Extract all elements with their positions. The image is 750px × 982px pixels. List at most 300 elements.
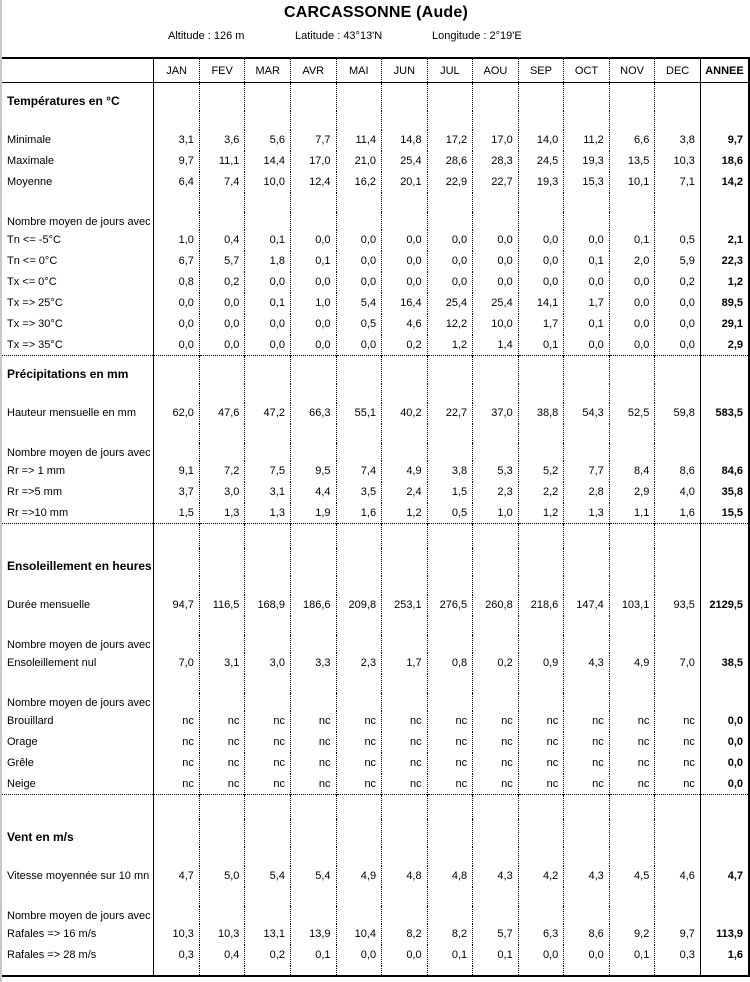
cell-dec: 8,6 xyxy=(655,461,701,482)
cell-annee: 2,9 xyxy=(727,338,743,351)
cell-jun: 1,7 xyxy=(382,653,428,674)
cell-jun xyxy=(382,674,428,693)
cell-jun xyxy=(382,616,428,635)
cell-jul xyxy=(427,83,473,111)
row-label-empty xyxy=(2,795,154,819)
cell-jan: 10,3 xyxy=(154,924,200,945)
cell-annee xyxy=(700,356,749,384)
row-label: Tx => 35°C xyxy=(2,335,154,356)
cell-jan xyxy=(154,616,200,635)
cell-fev xyxy=(199,616,245,635)
cell-mar xyxy=(245,966,291,976)
cell-dec: 7,0 xyxy=(655,653,701,674)
cell-fev xyxy=(199,83,245,111)
cell-jan: 62,0 xyxy=(154,403,200,424)
row-label: Moyenne xyxy=(2,172,154,193)
cell-jun: 40,2 xyxy=(382,403,428,424)
cell-aou: 0,0 xyxy=(473,251,519,272)
cell-mar: 13,1 xyxy=(245,924,291,945)
cell-nov: 0,0 xyxy=(609,335,655,356)
cell-sep xyxy=(518,906,564,924)
cell-jan xyxy=(154,693,200,711)
row-label: Rr =>10 mm xyxy=(2,503,154,524)
cell-jun: 16,4 xyxy=(382,293,428,314)
cell-jul: nc xyxy=(427,753,473,774)
cell-dec xyxy=(655,795,701,819)
cell-dec: 0,0 xyxy=(655,314,701,335)
cell-mar xyxy=(245,83,291,111)
cell-oct xyxy=(564,212,610,230)
cell-aou: 0,2 xyxy=(473,653,519,674)
cell-jul: nc xyxy=(427,711,473,732)
cell-jul: 0,8 xyxy=(427,653,473,674)
cell-fev xyxy=(199,966,245,976)
column-header-jan: JAN xyxy=(154,58,200,83)
cell-mar: 1,8 xyxy=(245,251,291,272)
cell-jun xyxy=(382,887,428,906)
cell-mai: 0,5 xyxy=(336,314,382,335)
cell-dec: 4,6 xyxy=(655,866,701,887)
cell-jan: 3,1 xyxy=(154,130,200,151)
row-label: Grêle xyxy=(2,753,154,774)
cell-avr xyxy=(290,693,336,711)
cell-nov xyxy=(609,356,655,384)
row-label: Brouillard xyxy=(2,711,154,732)
cell-dec xyxy=(655,693,701,711)
cell-avr xyxy=(290,616,336,635)
cell-jun: 25,4 xyxy=(382,151,428,172)
longitude-label: Longitude : 2°19'E xyxy=(432,30,522,42)
cell-sep: 0,0 xyxy=(518,251,564,272)
cell-aou xyxy=(473,966,519,976)
cell-oct xyxy=(564,356,610,384)
cell-nov: 2,0 xyxy=(609,251,655,272)
cell-mai: 21,0 xyxy=(336,151,382,172)
table-row xyxy=(2,482,749,503)
cell-annee xyxy=(700,795,749,819)
table-row xyxy=(2,503,749,524)
cell-aou: nc xyxy=(473,753,519,774)
cell-avr xyxy=(290,847,336,866)
table-row xyxy=(2,774,749,795)
cell-nov: nc xyxy=(609,711,655,732)
cell-mar xyxy=(245,443,291,461)
section-header-row xyxy=(2,356,749,384)
cell-aou: 0,1 xyxy=(473,945,519,966)
cell-aou: 25,4 xyxy=(473,293,519,314)
cell-jul xyxy=(427,693,473,711)
cell-sep xyxy=(518,424,564,443)
cell-dec xyxy=(655,524,701,548)
cell-sep xyxy=(518,819,564,847)
cell-oct: 7,7 xyxy=(564,461,610,482)
cell-aou xyxy=(473,424,519,443)
cell-mai xyxy=(336,83,382,111)
cell-dec: 9,7 xyxy=(655,924,701,945)
cell-aou xyxy=(473,693,519,711)
cell-mar: nc xyxy=(245,774,291,795)
cell-avr: 5,4 xyxy=(290,866,336,887)
spacer-row xyxy=(2,193,749,212)
cell-fev xyxy=(199,847,245,866)
cell-mai xyxy=(336,635,382,653)
cell-avr xyxy=(290,356,336,384)
cell-avr xyxy=(290,635,336,653)
cell-annee xyxy=(700,548,749,576)
cell-jan xyxy=(154,906,200,924)
cell-annee: 0,0 xyxy=(727,757,743,769)
spacer-row xyxy=(2,384,749,403)
cell-dec xyxy=(655,887,701,906)
cell-annee: 2129,5 xyxy=(709,599,743,611)
cell-jun: 2,4 xyxy=(382,482,428,503)
cell-jun: 8,2 xyxy=(382,924,428,945)
cell-mai: 5,4 xyxy=(336,293,382,314)
cell-nov: nc xyxy=(609,732,655,753)
cell-mar xyxy=(245,212,291,230)
cell-aou xyxy=(473,906,519,924)
row-label: Nombre moyen de jours avec xyxy=(2,443,154,461)
cell-sep: 4,2 xyxy=(518,866,564,887)
cell-nov: 13,5 xyxy=(609,151,655,172)
cell-aou: 4,3 xyxy=(473,866,519,887)
cell-mar xyxy=(245,819,291,847)
cell-mar: nc xyxy=(245,753,291,774)
cell-dec xyxy=(655,576,701,595)
cell-nov xyxy=(609,111,655,130)
cell-jul: 0,5 xyxy=(427,503,473,524)
cell-jan xyxy=(154,384,200,403)
column-header-oct: OCT xyxy=(564,58,610,83)
cell-annee: 35,8 xyxy=(721,486,743,498)
cell-jan: 1,0 xyxy=(154,230,200,251)
cell-mai: 0,0 xyxy=(336,945,382,966)
cell-sep xyxy=(518,966,564,976)
cell-jun: 0,0 xyxy=(382,272,428,293)
cell-dec: 0,3 xyxy=(655,945,701,966)
cell-aou xyxy=(473,212,519,230)
cell-dec xyxy=(655,356,701,384)
cell-mai: nc xyxy=(336,732,382,753)
column-header-fev: FEV xyxy=(199,58,245,83)
cell-mar: 3,1 xyxy=(245,482,291,503)
cell-mar xyxy=(245,524,291,548)
cell-annee xyxy=(700,384,749,403)
cell-oct xyxy=(564,966,610,976)
cell-annee xyxy=(700,443,749,461)
cell-sep xyxy=(518,111,564,130)
cell-dec xyxy=(655,966,701,976)
cell-dec xyxy=(655,674,701,693)
cell-avr xyxy=(290,83,336,111)
cell-fev xyxy=(199,693,245,711)
row-label-empty xyxy=(2,384,154,403)
cell-aou: 37,0 xyxy=(473,403,519,424)
cell-jun: 0,0 xyxy=(382,251,428,272)
cell-nov: 10,1 xyxy=(609,172,655,193)
cell-fev: 47,6 xyxy=(199,403,245,424)
cell-mar: 0,1 xyxy=(245,293,291,314)
column-header-nov: NOV xyxy=(609,58,655,83)
cell-jul: 0,0 xyxy=(427,230,473,251)
cell-sep: 5,2 xyxy=(518,461,564,482)
cell-fev: 3,1 xyxy=(199,653,245,674)
row-label: Tn <= 0°C xyxy=(2,251,154,272)
cell-fev xyxy=(199,443,245,461)
cell-avr: 9,5 xyxy=(290,461,336,482)
cell-jun: 253,1 xyxy=(382,595,428,616)
subheader-row xyxy=(2,635,749,653)
cell-sep: 6,3 xyxy=(518,924,564,945)
cell-nov: 9,2 xyxy=(609,924,655,945)
cell-sep: 1,7 xyxy=(518,314,564,335)
cell-nov xyxy=(609,424,655,443)
cell-mar xyxy=(245,576,291,595)
cell-jul xyxy=(427,212,473,230)
cell-dec: 93,5 xyxy=(655,595,701,616)
cell-aou: 260,8 xyxy=(473,595,519,616)
cell-sep: 0,9 xyxy=(518,653,564,674)
cell-sep: 0,0 xyxy=(518,272,564,293)
cell-jul xyxy=(427,966,473,976)
cell-nov: 4,5 xyxy=(609,866,655,887)
cell-jul xyxy=(427,576,473,595)
subheader-row xyxy=(2,212,749,230)
cell-nov: 52,5 xyxy=(609,403,655,424)
cell-aou xyxy=(473,193,519,212)
cell-annee xyxy=(700,906,749,924)
cell-avr xyxy=(290,212,336,230)
cell-jul: 22,9 xyxy=(427,172,473,193)
cell-aou: 1,4 xyxy=(473,335,519,356)
cell-fev: 0,4 xyxy=(199,230,245,251)
cell-jan: nc xyxy=(154,774,200,795)
subheader-row xyxy=(2,693,749,711)
cell-nov xyxy=(609,906,655,924)
cell-aou xyxy=(473,795,519,819)
cell-fev: 7,2 xyxy=(199,461,245,482)
cell-dec xyxy=(655,111,701,130)
cell-jan: 6,4 xyxy=(154,172,200,193)
cell-mai xyxy=(336,193,382,212)
cell-aou xyxy=(473,847,519,866)
table-row xyxy=(2,293,749,314)
cell-avr: 0,0 xyxy=(290,314,336,335)
cell-oct: nc xyxy=(564,753,610,774)
cell-sep: 0,1 xyxy=(518,335,564,356)
cell-annee: 18,6 xyxy=(721,155,743,167)
cell-aou xyxy=(473,356,519,384)
table-row xyxy=(2,924,749,945)
table-row xyxy=(2,172,749,193)
cell-mar: 3,0 xyxy=(245,653,291,674)
cell-mai xyxy=(336,887,382,906)
cell-jul: 3,8 xyxy=(427,461,473,482)
cell-dec xyxy=(655,616,701,635)
cell-sep xyxy=(518,576,564,595)
table-row xyxy=(2,711,749,732)
cell-sep xyxy=(518,674,564,693)
spacer-row xyxy=(2,795,749,819)
row-label: Minimale xyxy=(2,130,154,151)
cell-nov: 0,0 xyxy=(609,293,655,314)
cell-aou xyxy=(473,635,519,653)
cell-avr xyxy=(290,384,336,403)
cell-oct: 4,3 xyxy=(564,653,610,674)
cell-fev xyxy=(199,906,245,924)
cell-jul: 1,5 xyxy=(427,482,473,503)
table-row xyxy=(2,461,749,482)
cell-annee: 113,9 xyxy=(716,928,743,940)
table-row xyxy=(2,251,749,272)
cell-oct xyxy=(564,674,610,693)
cell-oct xyxy=(564,424,610,443)
cell-avr: 7,7 xyxy=(290,130,336,151)
cell-jan: 7,0 xyxy=(154,653,200,674)
cell-annee xyxy=(700,674,749,693)
cell-mar: nc xyxy=(245,732,291,753)
cell-fev: 0,2 xyxy=(199,272,245,293)
cell-oct xyxy=(564,635,610,653)
cell-mai xyxy=(336,847,382,866)
cell-fev xyxy=(199,524,245,548)
cell-oct: 0,0 xyxy=(564,335,610,356)
cell-annee: 89,5 xyxy=(721,297,743,309)
cell-nov xyxy=(609,795,655,819)
row-label: Tx => 30°C xyxy=(2,314,154,335)
spacer-row xyxy=(2,674,749,693)
cell-jun: nc xyxy=(382,753,428,774)
cell-avr xyxy=(290,674,336,693)
cell-mar xyxy=(245,548,291,576)
cell-avr xyxy=(290,443,336,461)
row-label: Maximale xyxy=(2,151,154,172)
table-row xyxy=(2,866,749,887)
cell-sep: nc xyxy=(518,753,564,774)
cell-aou xyxy=(473,887,519,906)
cell-annee xyxy=(700,966,749,976)
cell-jan: 4,7 xyxy=(154,866,200,887)
column-header-dec: DEC xyxy=(655,58,701,83)
cell-aou xyxy=(473,548,519,576)
cell-aou: 0,0 xyxy=(473,272,519,293)
subheader-row xyxy=(2,906,749,924)
cell-oct: 11,2 xyxy=(564,130,610,151)
cell-mar xyxy=(245,384,291,403)
cell-jan xyxy=(154,424,200,443)
cell-sep xyxy=(518,847,564,866)
table-row xyxy=(2,653,749,674)
cell-sep: 0,0 xyxy=(518,230,564,251)
cell-jan: nc xyxy=(154,711,200,732)
cell-mai xyxy=(336,356,382,384)
row-label: Rafales => 28 m/s xyxy=(2,945,154,966)
cell-jun: 0,2 xyxy=(382,335,428,356)
cell-oct xyxy=(564,384,610,403)
cell-avr xyxy=(290,819,336,847)
cell-aou: nc xyxy=(473,732,519,753)
cell-jan: 0,3 xyxy=(154,945,200,966)
cell-oct: 147,4 xyxy=(564,595,610,616)
row-label: Rr => 1 mm xyxy=(2,461,154,482)
cell-annee xyxy=(700,819,749,847)
cell-nov: 4,9 xyxy=(609,653,655,674)
row-label: Orage xyxy=(2,732,154,753)
cell-aou: 5,3 xyxy=(473,461,519,482)
row-label-empty xyxy=(2,616,154,635)
row-label-empty xyxy=(2,966,154,976)
cell-jan xyxy=(154,635,200,653)
cell-nov xyxy=(609,819,655,847)
cell-jul xyxy=(427,847,473,866)
cell-fev: 116,5 xyxy=(199,595,245,616)
spacer-row xyxy=(2,847,749,866)
cell-nov xyxy=(609,674,655,693)
cell-mar: 14,4 xyxy=(245,151,291,172)
cell-mai xyxy=(336,693,382,711)
cell-oct xyxy=(564,548,610,576)
cell-jan: nc xyxy=(154,753,200,774)
cell-avr: nc xyxy=(290,753,336,774)
cell-avr: nc xyxy=(290,732,336,753)
cell-annee: 84,6 xyxy=(721,465,743,477)
cell-mar: 0,0 xyxy=(245,314,291,335)
cell-fev xyxy=(199,795,245,819)
cell-oct: 4,3 xyxy=(564,866,610,887)
cell-nov xyxy=(609,576,655,595)
cell-nov: 0,0 xyxy=(609,314,655,335)
cell-mai xyxy=(336,819,382,847)
cell-aou xyxy=(473,443,519,461)
cell-aou xyxy=(473,819,519,847)
cell-oct: 0,1 xyxy=(564,314,610,335)
station-meta xyxy=(2,30,750,42)
cell-oct: 0,1 xyxy=(564,251,610,272)
section-header-row xyxy=(2,83,749,111)
cell-mar xyxy=(245,906,291,924)
cell-nov: 2,9 xyxy=(609,482,655,503)
cell-aou: 28,3 xyxy=(473,151,519,172)
table-row xyxy=(2,753,749,774)
cell-jul: 0,0 xyxy=(427,272,473,293)
cell-mai xyxy=(336,212,382,230)
cell-sep: 24,5 xyxy=(518,151,564,172)
row-label: Températures en °C xyxy=(2,83,154,111)
cell-aou: 17,0 xyxy=(473,130,519,151)
cell-dec xyxy=(655,443,701,461)
cell-avr: nc xyxy=(290,774,336,795)
cell-jun xyxy=(382,384,428,403)
cell-jul: nc xyxy=(427,732,473,753)
cell-mai: nc xyxy=(336,774,382,795)
cell-mar xyxy=(245,847,291,866)
cell-avr: 1,9 xyxy=(290,503,336,524)
cell-nov xyxy=(609,847,655,866)
cell-mai: 7,4 xyxy=(336,461,382,482)
cell-oct xyxy=(564,443,610,461)
column-header-mai: MAI xyxy=(336,58,382,83)
cell-annee: 22,3 xyxy=(721,255,743,267)
cell-jun xyxy=(382,576,428,595)
spacer-row xyxy=(2,524,749,548)
cell-avr xyxy=(290,193,336,212)
cell-oct: 15,3 xyxy=(564,172,610,193)
cell-jul: 0,0 xyxy=(427,251,473,272)
row-label: Hauteur mensuelle en mm xyxy=(2,403,154,424)
cell-fev: 3,0 xyxy=(199,482,245,503)
cell-mai: 55,1 xyxy=(336,403,382,424)
cell-fev: nc xyxy=(199,753,245,774)
